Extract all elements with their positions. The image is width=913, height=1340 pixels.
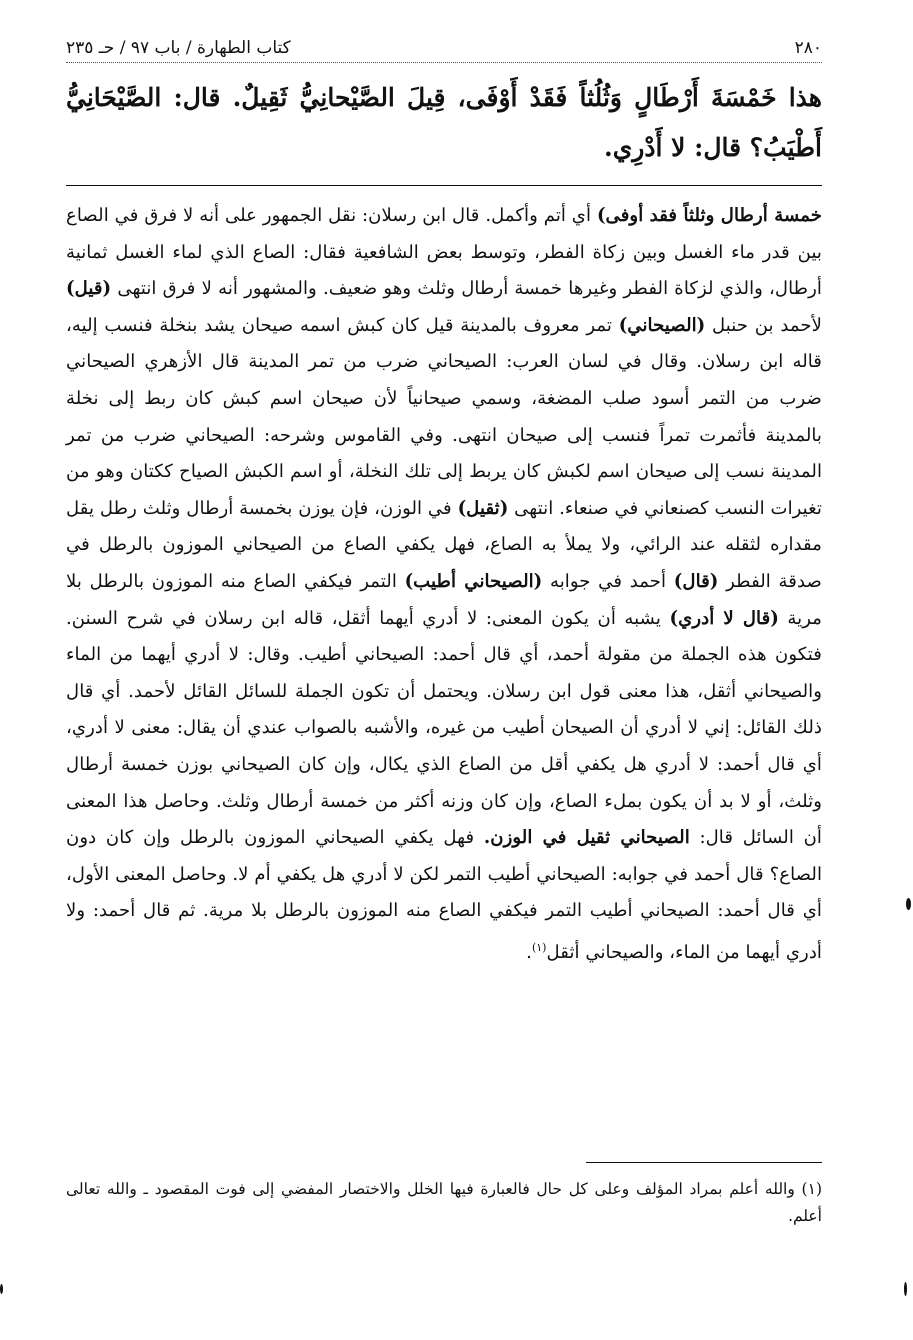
commentary-lemma: (ثقيل) bbox=[457, 497, 509, 519]
section-divider bbox=[66, 185, 822, 186]
commentary-text: التمر فيكفي الصاع منه الموزون بالرطل بلا مرية bbox=[66, 570, 822, 629]
commentary-text: تمر معروف بالمدينة قيل كان كبش اسمه صيحان يشد بنخلة فنسب إليه، قاله ابن رسلان. وقال في لسان العرب: الصيحاني ضرب من تمر المدينة قال الأزهري الصيحاني ضرب من التمر أسود صلب المضغة، وسمي صيحانياً لأن صيحان اسم كبش كان ربط إلى نخلة بالمدينة فأثمرت تمراً فنسب إلى صيحان انتهى. وفي القاموس وشرحه: الصيحاني ضرب من تمر المدينة نسب إلى صيحان اسم لكبش كان يربط إلى تلك النخلة، أو اسم الكبش الصياح ككتان وهو من تغيرات النسب كصنعاني في صنعاء. انتهى bbox=[66, 314, 822, 519]
commentary-lemma: (الصيحاني) bbox=[618, 314, 706, 336]
commentary-lemma: الصيحاني ثقيل في الوزن. bbox=[483, 827, 690, 849]
footnote-ref: (١) bbox=[531, 940, 547, 954]
commentary-text: يشبه أن يكون المعنى: لا أدري أيهما أثقل، قاله ابن رسلان في شرح السنن. فتكون هذه الجملة من مقولة أحمد، أي قال أحمد: الصيحاني أطيب. وقال: لا أدري أيهما من الماء والصيحاني أثقل، هذا معنى قول ابن رسلان. ويحتمل أن تكون الجملة للسائل القائل لأحمد. أي قال ذلك القائل: إني لا أدري أن الصيحان أطيب من غيره، والأشبه بالصواب عندي أن يقال: معنى لا أدري، أي قال أحمد: لا أدري هل يكفي أقل من الصاع الذي يكال، وإن كان الصيحاني بوزن خمسة أرطال وثلث، أو لا بد أن يكون بملء الصاع، وإن كان وزنه أكثر من خمسة أرطال وثلث. وحاصل هذا المعنى أن السائل قال: bbox=[66, 607, 822, 849]
scan-mark bbox=[906, 898, 911, 910]
page bbox=[66, 28, 822, 1225]
commentary-lemma: (قال لا أدري) bbox=[669, 607, 779, 629]
commentary-text: . bbox=[526, 941, 532, 963]
hadith-text: هذا خَمْسَةَ أَرْطَالٍ وَثُلُثاً فَقَدْ أَوْفَى، قِيلَ الصَّيْحانِيُّ ثَقِيلٌ. قال: الصَّيْحَانِيُّ أَطْيَبُ؟ قال: لا أَدْرِي. bbox=[66, 83, 822, 162]
commentary-lemma: (الصيحاني أطيب) bbox=[404, 570, 543, 592]
commentary-lemma: خمسة أرطال وثلثاً فقد أوفى) bbox=[596, 205, 822, 226]
commentary-lemma: (قيل) bbox=[66, 278, 112, 300]
commentary-lemma: (قال) bbox=[673, 570, 719, 592]
commentary-text: أي أتم وأكمل. قال ابن رسلان: نقل الجمهور على أنه لا فرق في الصاع بين قدر ماء الغسل وبين زكاة الفطر، وتوسط بعض الشافعية فقال: الصاع الذي لماء الغسل ثمانية أرطال، والذي لزكاة الفطر وغيرها خمسة أرطال وثلث وهو ضعيف. والمشهور أنه لا فرق انتهى bbox=[66, 205, 822, 300]
commentary-text: في الوزن، فإن يوزن بخمسة أرطال وثلث رطل يقل مقداره لثقله عند الرائي، ولا يملأ به الصاع، فهل يكفي الصاع من الصيحاني الموزون بالرطل في صدقة الفطر bbox=[66, 497, 822, 592]
footnote-divider bbox=[586, 1162, 822, 1163]
commentary-text: أحمد في جوابه bbox=[542, 570, 674, 592]
running-title: كتاب الطهارة / باب ٩٧ / حـ ٢٣٥ bbox=[66, 38, 291, 58]
page-number: ٢٨٠ bbox=[794, 38, 822, 58]
scan-mark bbox=[0, 1284, 3, 1294]
footnote: (١) والله أعلم بمراد المؤلف وعلى كل حال فالعبارة فيها الخلل والاختصار المفضي إلى فوت المقصود ـ والله تعالى أعلم. bbox=[66, 1180, 822, 1225]
running-header bbox=[66, 28, 822, 63]
commentary-text: لأحمد بن حنبل bbox=[705, 314, 822, 336]
commentary-text: فهل يكفي الصيحاني الموزون بالرطل وإن كان دون الصاع؟ قال أحمد في جوابه: الصيحاني أطيب التمر لكن لا أدري هل يكفي أم لا. وحاصل المعنى الأول، أي قال أحمد: الصيحاني أطيب التمر فيكفي الصاع منه الموزون بالرطل بلا مرية. ثم قال أحمد: ولا أدري أيهما من الماء، والصيحاني أثقل bbox=[66, 827, 822, 963]
commentary bbox=[66, 198, 822, 972]
scan-mark bbox=[904, 1282, 907, 1296]
